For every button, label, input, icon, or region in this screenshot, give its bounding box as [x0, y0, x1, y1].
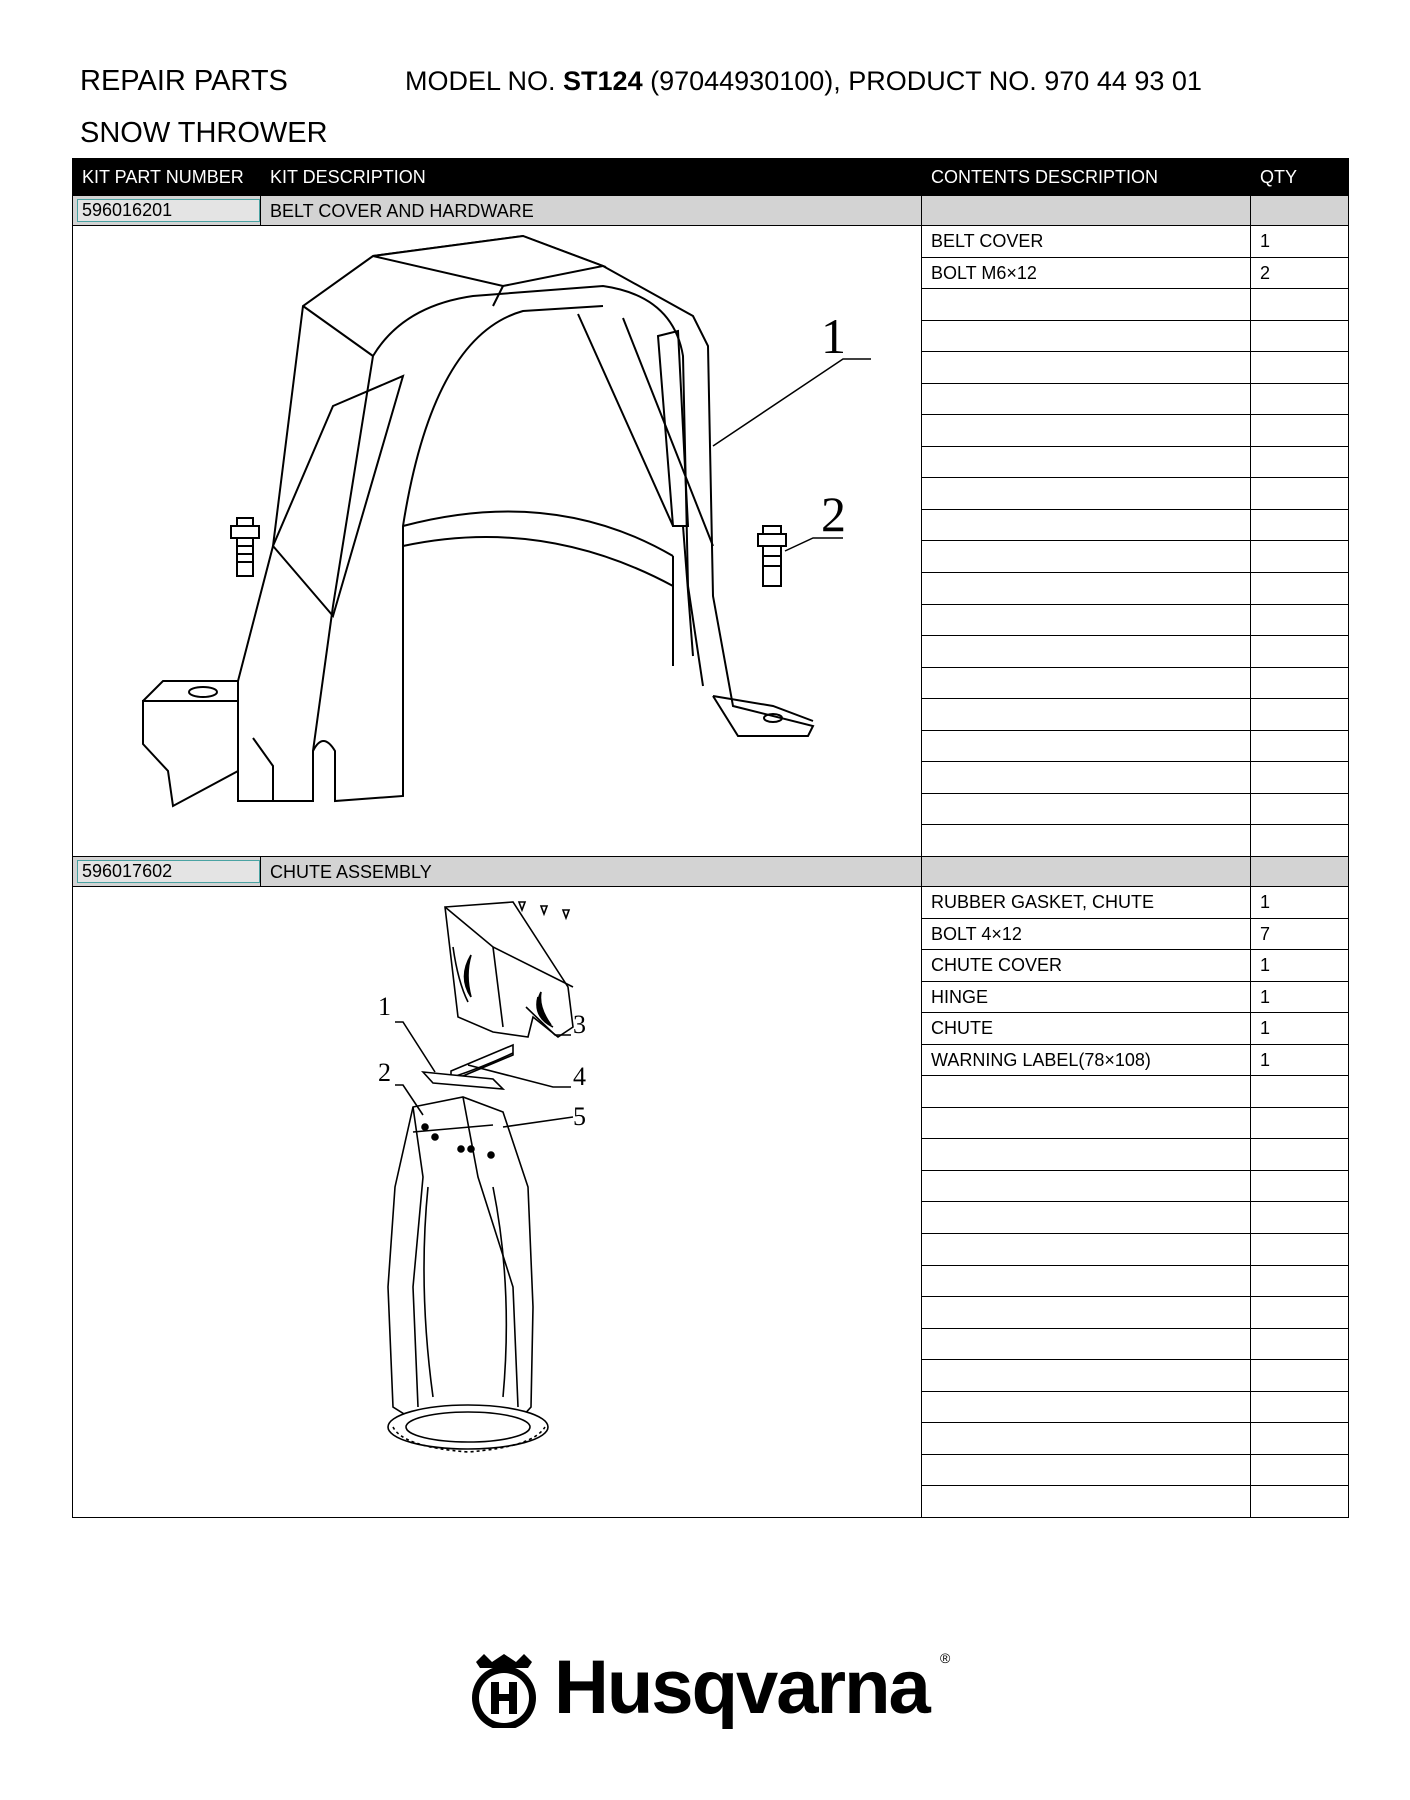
content-qty-empty [1251, 1234, 1349, 1266]
content-qty-empty [1251, 1454, 1349, 1486]
content-desc-empty [922, 793, 1251, 825]
kit-description: BELT COVER AND HARDWARE [261, 196, 922, 226]
callout-4: 4 [573, 1062, 586, 1091]
callout-1: 1 [378, 992, 391, 1021]
content-desc-empty [922, 699, 1251, 731]
content-qty: 1 [1251, 950, 1349, 982]
content-desc-empty [922, 383, 1251, 415]
content-desc-empty [922, 415, 1251, 447]
content-qty-empty [1251, 1486, 1349, 1518]
content-desc: BELT COVER [922, 226, 1251, 258]
content-desc: RUBBER GASKET, CHUTE [922, 887, 1251, 919]
content-qty-empty [1251, 1391, 1349, 1423]
content-desc-empty [922, 825, 1251, 857]
model-prefix: MODEL NO. [405, 66, 564, 96]
content-qty-empty [1251, 352, 1349, 384]
content-qty: 1 [1251, 887, 1349, 919]
repair-parts-table [72, 158, 1349, 1518]
content-qty-empty [1251, 383, 1349, 415]
kit-part-number-cell [73, 196, 261, 226]
col-contents-description: CONTENTS DESCRIPTION [922, 159, 1251, 196]
content-qty-empty [1251, 1107, 1349, 1139]
content-qty-empty [1251, 446, 1349, 478]
col-qty: QTY [1251, 159, 1349, 196]
kit-row [73, 857, 1349, 887]
content-qty-empty [1251, 604, 1349, 636]
content-qty: 7 [1251, 918, 1349, 950]
doc-title-snow-thrower: SNOW THROWER [80, 117, 328, 149]
content-qty-empty [1251, 793, 1349, 825]
content-qty-empty [1251, 289, 1349, 321]
content-desc-empty [922, 352, 1251, 384]
content-desc-empty [922, 1423, 1251, 1455]
content-qty-empty [1251, 320, 1349, 352]
table-row [73, 887, 1349, 919]
content-desc-empty [922, 1328, 1251, 1360]
kit-qty-blank [1251, 196, 1349, 226]
content-qty: 1 [1251, 981, 1349, 1013]
registered-mark: ® [940, 1650, 951, 1666]
content-desc-empty [922, 1202, 1251, 1234]
content-qty-empty [1251, 730, 1349, 762]
content-qty-empty [1251, 1170, 1349, 1202]
belt-cover-exploded-drawing [73, 226, 922, 856]
table-header-row [73, 159, 1349, 196]
content-desc-empty [922, 762, 1251, 794]
husqvarna-crown-h-icon [462, 1652, 546, 1728]
content-qty: 2 [1251, 257, 1349, 289]
kit-part-number: 596017602 [77, 860, 260, 883]
kit-description: CHUTE ASSEMBLY [261, 857, 922, 887]
content-desc-empty [922, 1265, 1251, 1297]
content-desc-empty [922, 1297, 1251, 1329]
content-qty-empty [1251, 509, 1349, 541]
content-desc-empty [922, 1170, 1251, 1202]
content-qty-empty [1251, 1139, 1349, 1171]
content-qty-empty [1251, 541, 1349, 573]
model-number: ST124 [563, 66, 643, 96]
content-qty-empty [1251, 573, 1349, 605]
doc-title-repair-parts: REPAIR PARTS [80, 65, 288, 97]
content-desc: CHUTE [922, 1013, 1251, 1045]
content-desc: BOLT M6×12 [922, 257, 1251, 289]
callout-1: 1 [821, 308, 846, 364]
content-desc-empty [922, 320, 1251, 352]
callout-2: 2 [378, 1058, 391, 1087]
content-desc-empty [922, 573, 1251, 605]
content-desc-empty [922, 1391, 1251, 1423]
content-qty-empty [1251, 1328, 1349, 1360]
model-suffix: (97044930100), PRODUCT NO. 970 44 93 01 [642, 66, 1202, 96]
content-qty-empty [1251, 667, 1349, 699]
content-qty-empty [1251, 1297, 1349, 1329]
content-desc-empty [922, 1234, 1251, 1266]
kit-part-number: 596016201 [77, 199, 260, 222]
content-qty-empty [1251, 1423, 1349, 1455]
content-qty-empty [1251, 1360, 1349, 1392]
content-desc: HINGE [922, 981, 1251, 1013]
content-desc-empty [922, 730, 1251, 762]
col-kit-part-number: KIT PART NUMBER [73, 159, 261, 196]
content-desc-empty [922, 1076, 1251, 1108]
content-desc-empty [922, 446, 1251, 478]
belt-cover-drawing-cell [73, 226, 922, 857]
kit-qty-blank [1251, 857, 1349, 887]
col-kit-description: KIT DESCRIPTION [261, 159, 922, 196]
content-qty-empty [1251, 762, 1349, 794]
chute-assembly-exploded-drawing [73, 887, 922, 1517]
content-desc: BOLT 4×12 [922, 918, 1251, 950]
content-qty: 1 [1251, 1044, 1349, 1076]
content-desc-empty [922, 541, 1251, 573]
content-desc-empty [922, 1454, 1251, 1486]
brand-wordmark: Husqvarna [554, 1645, 929, 1730]
content-qty-empty [1251, 825, 1349, 857]
bolt-left [231, 518, 259, 576]
husqvarna-logo [462, 1645, 962, 1730]
content-desc-empty [922, 636, 1251, 668]
content-qty-empty [1251, 1265, 1349, 1297]
content-desc-empty [922, 1139, 1251, 1171]
content-desc-empty [922, 509, 1251, 541]
model-number-line [405, 64, 1202, 98]
content-desc-empty [922, 289, 1251, 321]
kit-contents-blank [922, 196, 1251, 226]
content-desc: CHUTE COVER [922, 950, 1251, 982]
content-qty-empty [1251, 699, 1349, 731]
content-desc-empty [922, 1486, 1251, 1518]
kit-contents-blank [922, 857, 1251, 887]
bolt-right [758, 526, 786, 586]
content-qty-empty [1251, 478, 1349, 510]
content-desc-empty [922, 478, 1251, 510]
table-row [73, 226, 1349, 258]
content-qty-empty [1251, 1202, 1349, 1234]
kit-part-number-cell [73, 857, 261, 887]
callout-5: 5 [573, 1102, 586, 1131]
chute-assembly-drawing-cell [73, 887, 922, 1518]
content-desc: WARNING LABEL(78×108) [922, 1044, 1251, 1076]
callout-3: 3 [573, 1010, 586, 1039]
content-qty: 1 [1251, 226, 1349, 258]
content-qty-empty [1251, 415, 1349, 447]
callout-2: 2 [821, 486, 846, 542]
content-qty-empty [1251, 1076, 1349, 1108]
content-desc-empty [922, 1360, 1251, 1392]
content-qty-empty [1251, 636, 1349, 668]
content-desc-empty [922, 667, 1251, 699]
content-desc-empty [922, 604, 1251, 636]
kit-row [73, 196, 1349, 226]
content-desc-empty [922, 1107, 1251, 1139]
content-qty: 1 [1251, 1013, 1349, 1045]
